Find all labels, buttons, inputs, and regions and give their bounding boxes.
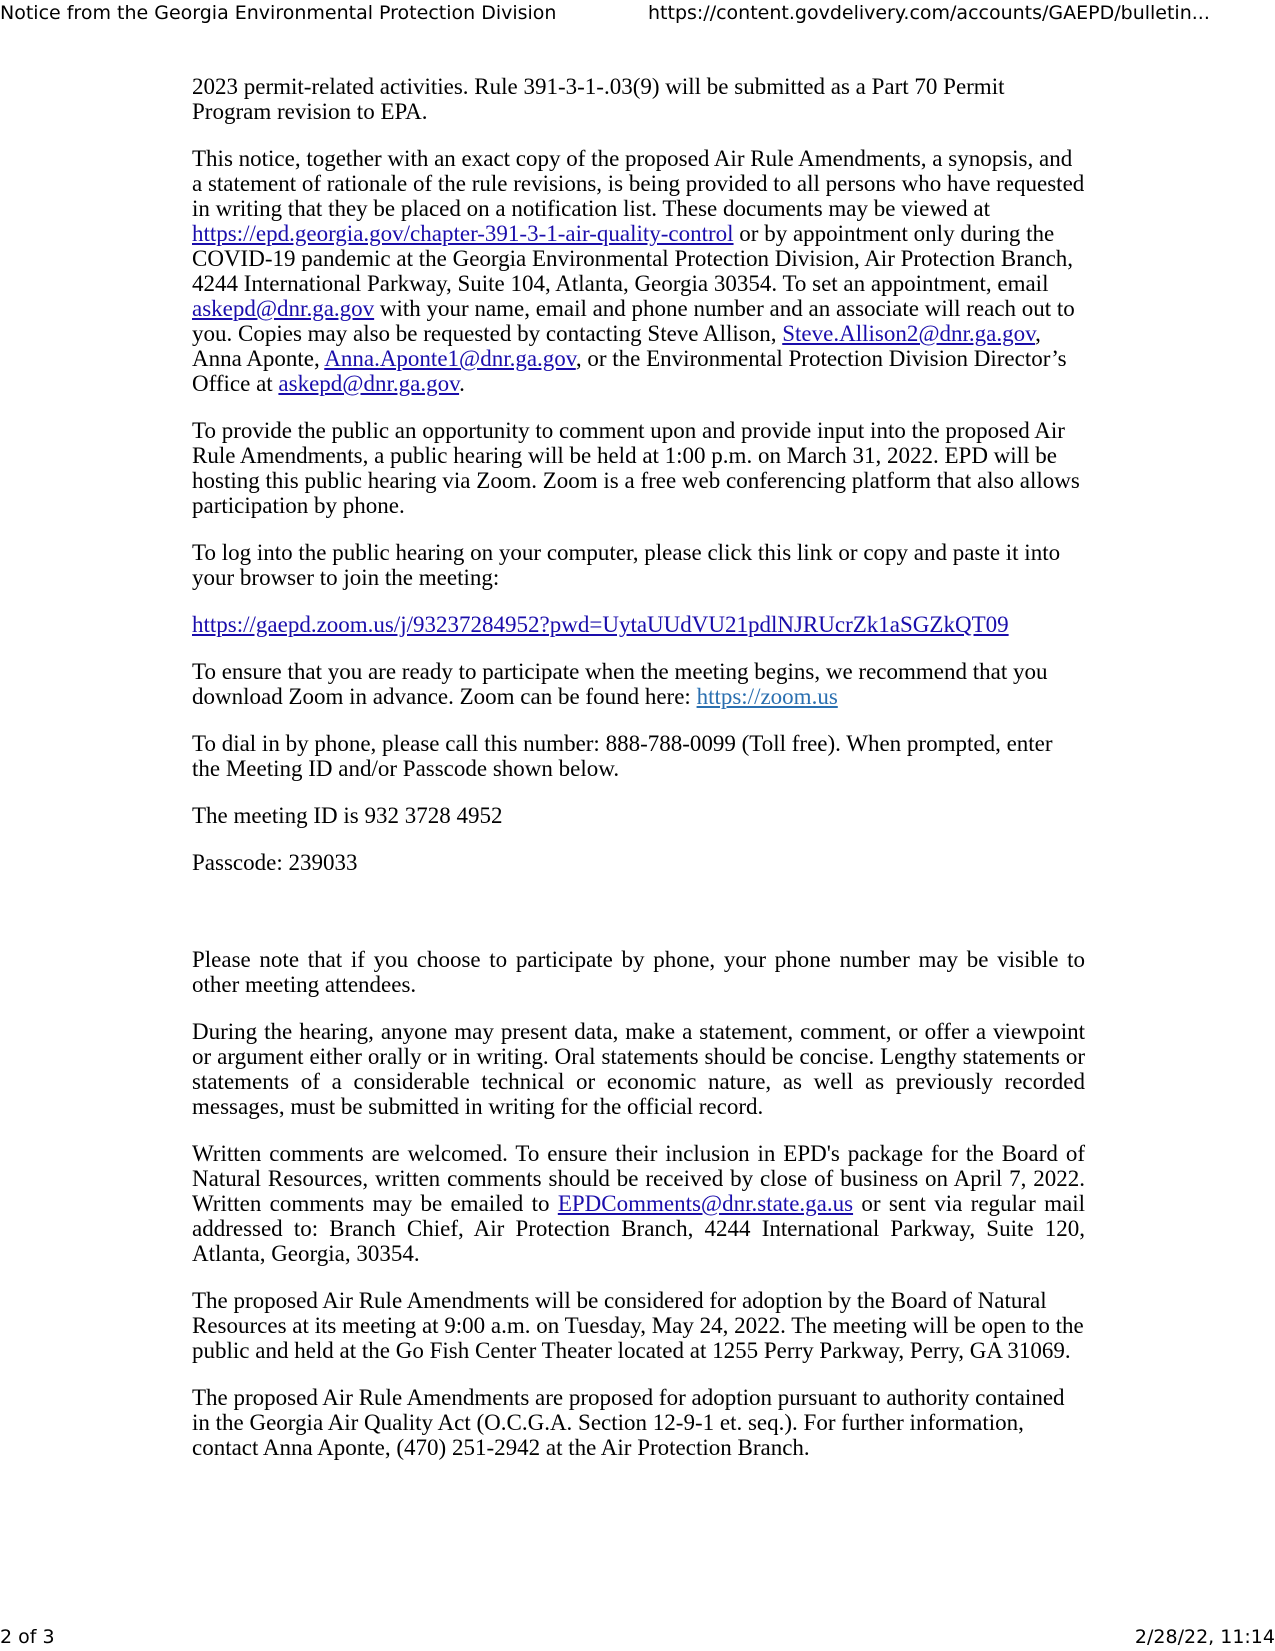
paragraph-passcode: Passcode: 239033 [192, 850, 358, 875]
header-page-title: Notice from the Georgia Environmental Protection Division [0, 2, 557, 24]
header-url: https://content.govdelivery.com/accounts/GAEPD/bulletin... [648, 2, 1210, 24]
text-segment: , Anna Aponte, [192, 321, 1041, 371]
text-segment: To ensure that you are ready to participate when the meeting begins, we recommend that you download Zoom in advance. Zoom can be found here: [192, 659, 1048, 709]
paragraph-board-adoption: The proposed Air Rule Amendments will be considered for adoption by the Board of Natural Resources at its meeting at 9:00 a.m. on Tuesday, May 24, 2022. The meeting will be open to the public and held at the Go Fish Center Theater located at 1255 Perry Parkway, Perry, GA 31069. [192, 1288, 1084, 1363]
notice-body [192, 74, 1085, 1482]
text-segment: . [459, 371, 465, 396]
paragraph-phone-visibility: Please note that if you choose to participate by phone, your phone number may be visible to other meeting attendees. [192, 947, 1085, 997]
text-segment: This notice, together with an exact copy of the proposed Air Rule Amendments, a synopsis, and a statement of rationale of the rule revisions, is being provided to all persons who have requested in writing that they be placed on a notification list. These documents may be viewed at [192, 146, 1085, 221]
paragraph-part70: 2023 permit-related activities. Rule 391-3-1-.03(9) will be submitted as a Part 70 Permit Program revision to EPA. [192, 74, 1005, 124]
paragraph-login-instructions: To log into the public hearing on your computer, please click this link or copy and paste it into your browser to join the meeting: [192, 540, 1061, 590]
paragraph-written-comments [192, 1141, 1085, 1266]
epd-comments-email-link[interactable]: EPDComments@dnr.state.ga.us [557, 1191, 854, 1216]
paragraph-public-hearing: To provide the public an opportunity to comment upon and provide input into the proposed Air Rule Amendments, a public hearing will be held at 1:00 p.m. on March 31, 2022. EPD will be hosting this public hearing via Zoom. Zoom is a free web conferencing platform that also allows participation by phone. [192, 418, 1080, 518]
paragraph-hearing-statements: During the hearing, anyone may present data, make a statement, comment, or offer a viewpoint or argument either orally or in writing. Oral statements should be concise. Lengthy statements or statements of a considerable technical or economic nature, as well as previously recorded messages, must be submitted in writing for the official record. [192, 1019, 1085, 1119]
print-header [0, 2, 1275, 28]
paragraph-download-zoom [192, 659, 1085, 709]
air-quality-rules-link[interactable]: https://epd.georgia.gov/chapter-391-3-1-air-quality-control [192, 221, 734, 246]
print-timestamp: 2/28/22, 11:14 [1134, 1626, 1275, 1648]
paragraph-meeting-id: The meeting ID is 932 3728 4952 [192, 803, 503, 828]
steve-allison-email-link[interactable]: Steve.Allison2@dnr.ga.gov [782, 321, 1036, 346]
text-segment: or by appointment only during the COVID-19 pandemic at the Georgia Environmental Protection Division, Air Protection Branch, 4244 International Parkway, Suite 104, Atlanta, Georgia 30354. To set an appointment, email [192, 221, 1074, 296]
askepd-email-link-2[interactable]: askepd@dnr.ga.gov [278, 371, 460, 396]
paragraph-authority: The proposed Air Rule Amendments are proposed for adoption pursuant to authority contained in the Georgia Air Quality Act (O.C.G.A. Section 12-9-1 et. seq.). For further information, contact Anna Aponte, (470) 251-2942 at the Air Protection Branch. [192, 1385, 1065, 1460]
anna-aponte-email-link[interactable]: Anna.Aponte1@dnr.ga.gov [324, 346, 576, 371]
text-segment: with your name, email and phone number and an associate will reach out to you. Copies may also be requested by contacting Steve Allison, [192, 296, 1075, 346]
zoom-download-link[interactable]: https://zoom.us [696, 684, 838, 709]
page-number: 2 of 3 [0, 1626, 55, 1648]
paragraph-documents [192, 146, 1085, 396]
text-segment: Written comments are welcomed. To ensure their inclusion in EPD's package for the Board of Natural Resources, written comments should be received by close of business on April 7, 2022. Written comments may be emailed to [192, 1141, 1085, 1216]
askepd-email-link[interactable]: askepd@dnr.ga.gov [192, 296, 375, 321]
paragraph-dial-in: To dial in by phone, please call this number: 888-788-0099 (Toll free). When prompted, enter the Meeting ID and/or Passcode shown below. [192, 731, 1053, 781]
spacer [192, 897, 1085, 947]
print-footer [0, 1626, 1275, 1650]
paragraph-meeting-link [192, 612, 1085, 637]
text-segment: or sent via regular mail addressed to: Branch Chief, Air Protection Branch, 4244 International Parkway, Suite 120, Atlanta, Georgia, 30354. [192, 1191, 1086, 1266]
zoom-meeting-link[interactable]: https://gaepd.zoom.us/j/93237284952?pwd=UytaUUdVU21pdlNJRUcrZk1aSGZkQT09 [192, 612, 1009, 637]
text-segment: , or the Environmental Protection Division Director’s Office at [192, 346, 1067, 396]
